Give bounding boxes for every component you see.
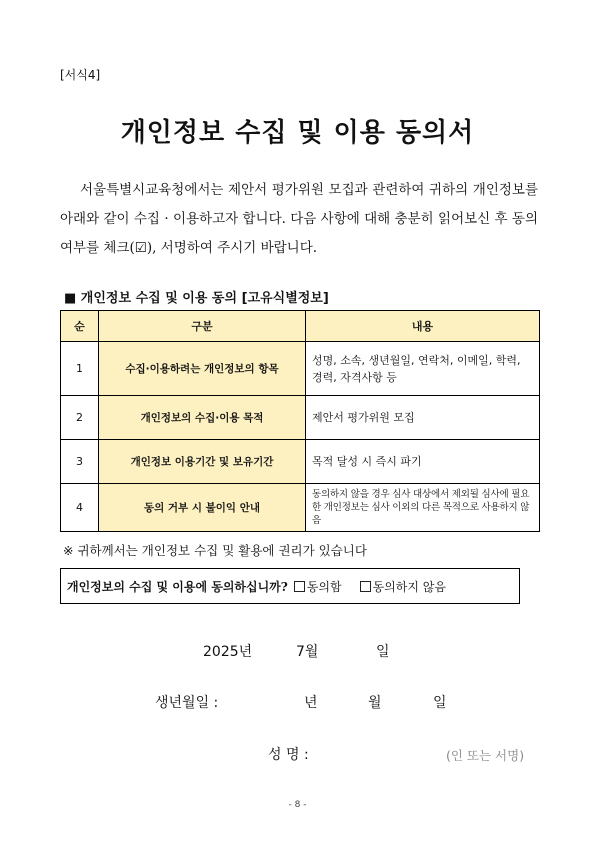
- row-content: 목적 달성 시 즉시 파기: [306, 440, 540, 484]
- consent-question-box: [60, 568, 520, 604]
- table-row: [61, 484, 540, 532]
- row-no: 4: [61, 484, 99, 532]
- header-category: 구분: [99, 311, 306, 342]
- table-header-row: [61, 311, 540, 342]
- birth-label: 생년월일 :: [155, 695, 219, 711]
- row-no: 3: [61, 440, 99, 484]
- header-no: 순: [61, 311, 99, 342]
- row-no: 2: [61, 396, 99, 440]
- row-category: 개인정보의 수집·이용 목적: [99, 396, 306, 440]
- table-row: [61, 342, 540, 396]
- page-number: - 8 -: [288, 800, 307, 810]
- intro-text: 서울특별시교육청에서는 제안서 평가위원 모집과 관련하여 귀하의 개인정보를 아래와 같이 수집 · 이용하고자 합니다. 다음 사항에 대해 충분히 읽어보신 후 동의 여부를 체크(☑), 서명하여 주시기 바랍니다.: [60, 182, 538, 256]
- date-month: 7월: [296, 644, 319, 660]
- page-title: 개인정보 수집 및 이용 동의서: [120, 118, 475, 148]
- header-content: 내용: [306, 311, 540, 342]
- date-day: 일: [376, 644, 390, 660]
- disagree-label: 동의하지 않음: [372, 579, 446, 594]
- row-category: 수집·이용하려는 개인정보의 항목: [99, 342, 306, 396]
- consent-question: 개인정보의 수집 및 이용에 동의하십니까?: [67, 579, 288, 594]
- date-year: 2025년: [203, 644, 253, 660]
- table-row: [61, 396, 540, 440]
- intro-paragraph: [60, 176, 538, 263]
- row-no: 1: [61, 342, 99, 396]
- section-heading: ■ 개인정보 수집 및 이용 동의 [고유식별정보]: [64, 291, 329, 306]
- name-label: 성 명 :: [268, 747, 309, 763]
- row-content: 제안서 평가위원 모집: [306, 396, 540, 440]
- form-label: [서식4]: [60, 68, 101, 82]
- agree-checkbox[interactable]: [294, 581, 305, 592]
- consent-table: [60, 310, 540, 532]
- row-content: 동의하지 않을 경우 심사 대상에서 제외될 심사에 필요한 개인정보는 심사 이외의 다른 목적으로 사용하지 않음: [306, 484, 540, 532]
- agree-label: 동의함: [306, 579, 342, 594]
- birth-month: 월: [368, 695, 382, 711]
- disagree-option[interactable]: [360, 578, 446, 595]
- row-content: 성명, 소속, 생년월일, 연락처, 이메일, 학력, 경력, 자격사항 등: [306, 342, 540, 396]
- row-category: 개인정보 이용기간 및 보유기간: [99, 440, 306, 484]
- rights-note: ※ 귀하께서는 개인정보 수집 및 활용에 권리가 있습니다: [63, 543, 367, 558]
- birth-year: 년: [304, 695, 318, 711]
- signature-hint: (인 또는 서명): [446, 748, 525, 763]
- table-row: [61, 440, 540, 484]
- disagree-checkbox[interactable]: [360, 581, 371, 592]
- row-category: 동의 거부 시 불이익 안내: [99, 484, 306, 532]
- agree-option[interactable]: [294, 578, 342, 595]
- birth-day: 일: [433, 695, 447, 711]
